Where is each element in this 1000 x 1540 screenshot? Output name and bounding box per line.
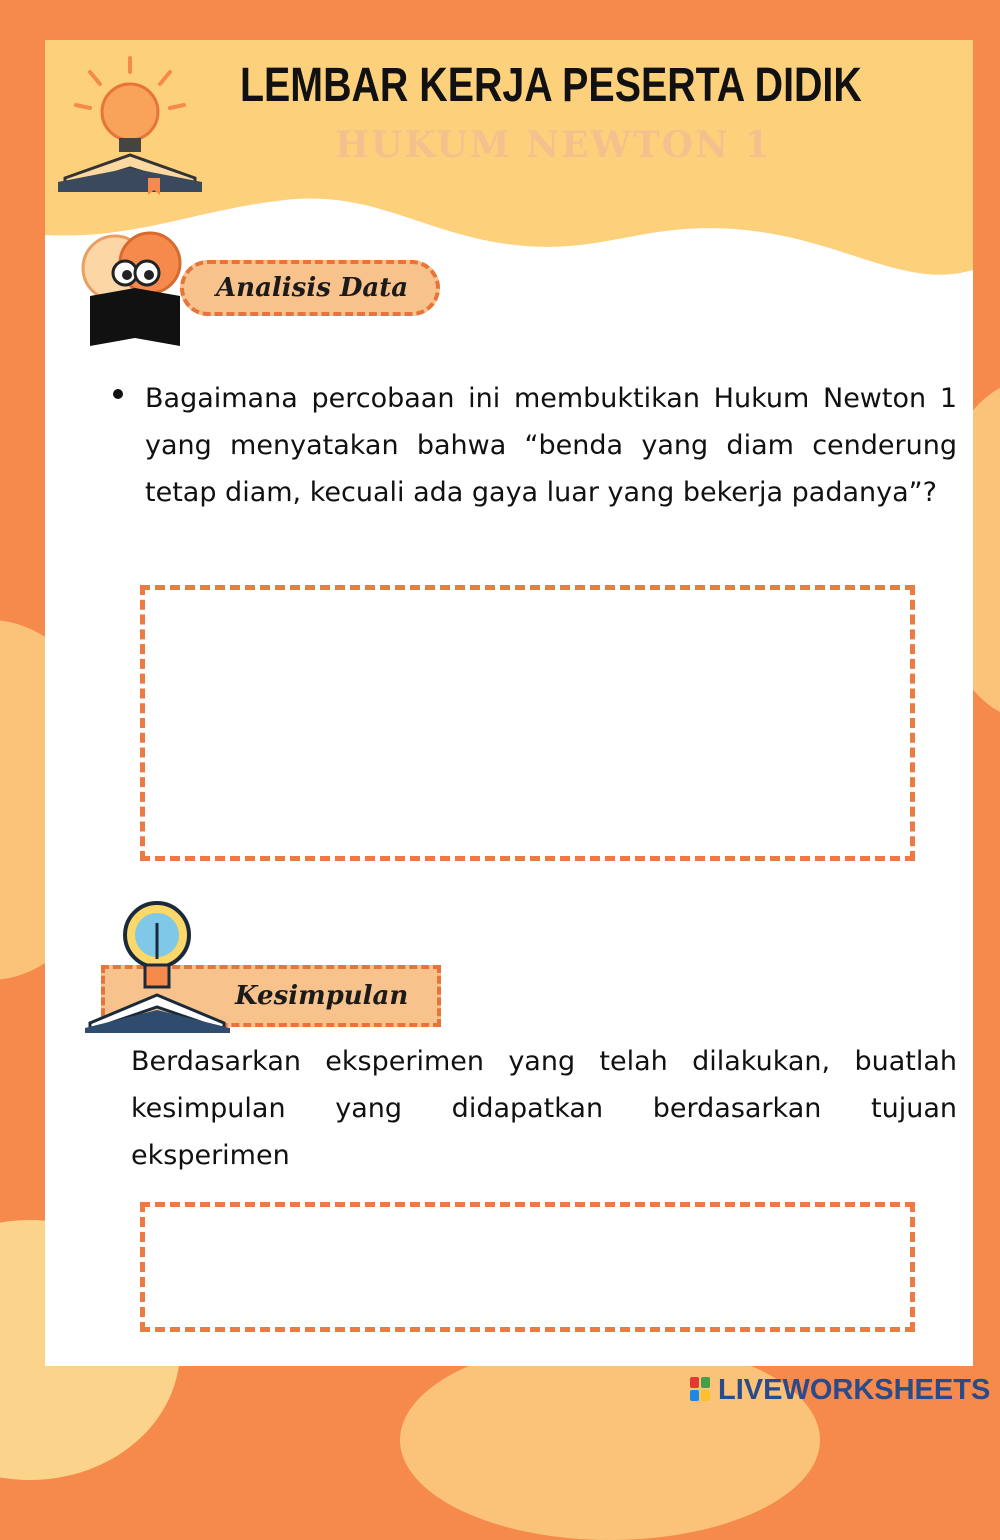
list-bullet <box>113 389 123 399</box>
lightbulb-open-book-icon <box>85 895 235 1035</box>
conclusion-answer-box[interactable] <box>140 1202 915 1332</box>
section-label-analisis: Analisis Data <box>216 273 409 303</box>
worksheet-page <box>45 40 973 1366</box>
footer-brand-text: LIVEWORKSHEETS <box>718 1373 991 1406</box>
page-title: LEMBAR KERJA PESERTA DIDIK <box>240 59 862 112</box>
lightbulb-book-icon <box>50 50 220 200</box>
section-label-kesimpulan: Kesimpulan <box>235 981 409 1011</box>
conclusion-prompt: Berdasarkan eksperimen yang telah dilakukan, buatlah kesimpulan yang didapatkan berdasarkan tujuan eksperimen <box>131 1046 957 1171</box>
page-subtitle: HUKUM NEWTON 1 <box>335 124 772 166</box>
footer-brand[interactable] <box>690 1372 990 1408</box>
analysis-answer-box[interactable] <box>140 585 915 861</box>
brain-reading-icon <box>65 218 205 348</box>
section-tag-analisis-data <box>180 260 440 316</box>
bg-blob-bottom-right <box>400 1340 820 1540</box>
analysis-question: Bagaimana percobaan ini membuktikan Hukum Newton 1 yang menyatakan bahwa “benda yang diam cenderung tetap diam, kecuali ada gaya luar yang bekerja padanya”? <box>145 383 957 508</box>
liveworksheets-logo-icon <box>690 1377 712 1403</box>
